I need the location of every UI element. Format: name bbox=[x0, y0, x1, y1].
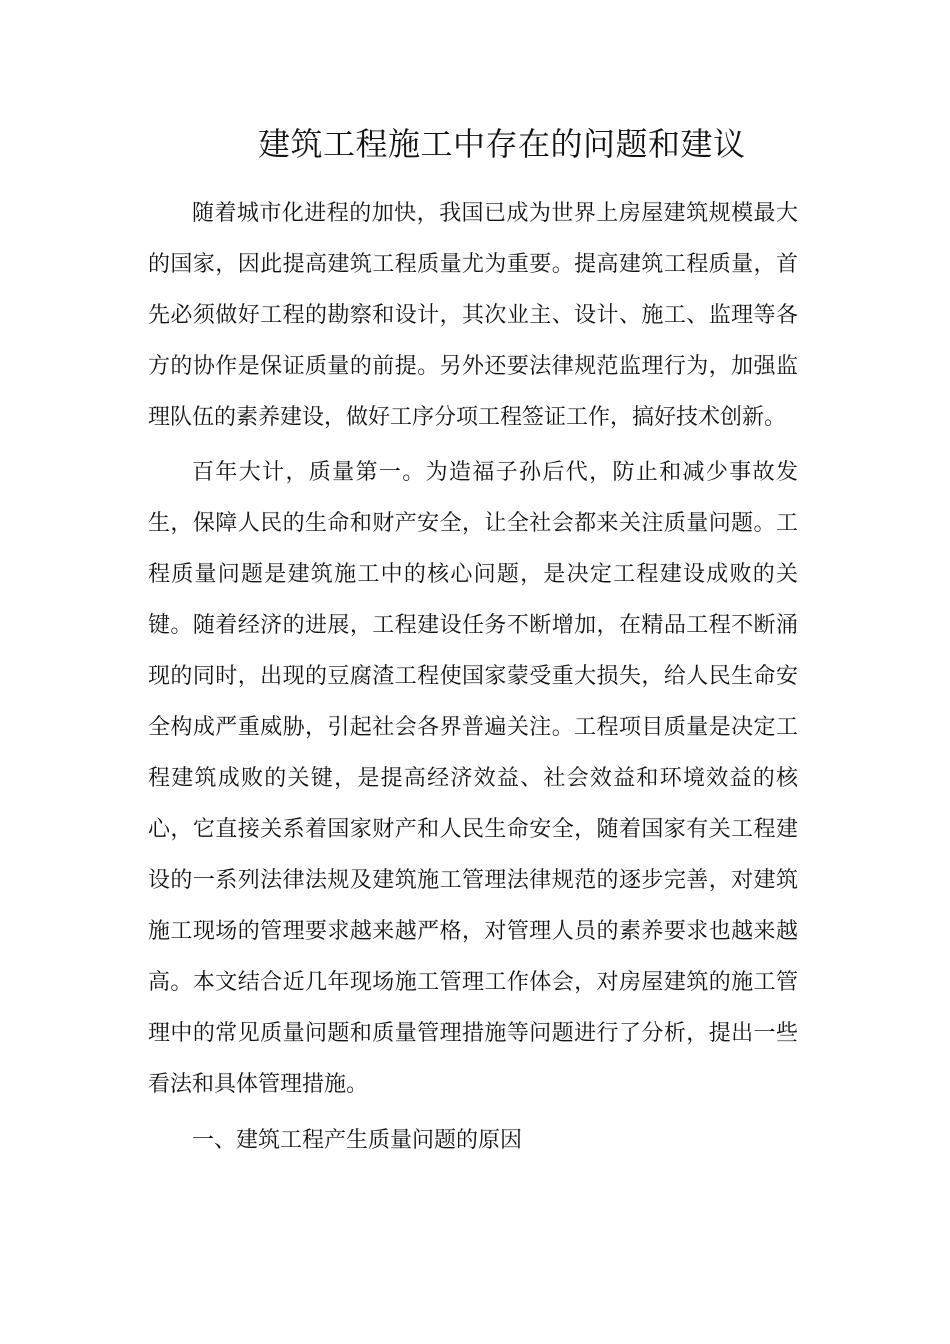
document-title: 建筑工程施工中存在的问题和建议 bbox=[258, 125, 746, 163]
quality-paragraph: 百年大计，质量第一。为造福子孙后代，防止和减少事故发生，保障人民的生命和财产安全，让全社会都来关注质量问题。工程质量问题是建筑施工中的核心问题，是决定工程建设成败的关键。随着经济的进展，工程建设任务不断增加，在精品工程不断涌现的同时，出现的豆腐渣工程使国家蒙受重大损失，给人民生命安全构成严重威胁，引起社会各界普遍关注。工程项目质量是决定工程建筑成败的关键，是提高经济效益、社会效益和环境效益的核心，它直接关系着国家财产和人民生命安全，随着国家有关工程建设的一系列法律法规及建筑施工管理法律规范的逐步完善，对建筑施工现场的管理要求越来越严格，对管理人员的素养要求也越来越高。本文结合近几年现场施工管理工作体会，对房屋建筑的施工管理中的常见质量问题和质量管理措施等问题进行了分析，提出一些看法和具体管理措施。 bbox=[148, 460, 798, 1097]
intro-paragraph: 随着城市化进程的加快，我国已成为世界上房屋建筑规模最大的国家，因此提高建筑工程质量尤为重要。提高建筑工程质量，首先必须做好工程的勘察和设计，其次业主、设计、施工、监理等各方的协作是保证质量的前提。另外还要法律规范监理行为，加强监理队伍的素养建设，做好工序分项工程签证工作，搞好技术创新。 bbox=[148, 201, 798, 430]
section-heading: 一、建筑工程产生质量问题的原因 bbox=[192, 1128, 523, 1153]
